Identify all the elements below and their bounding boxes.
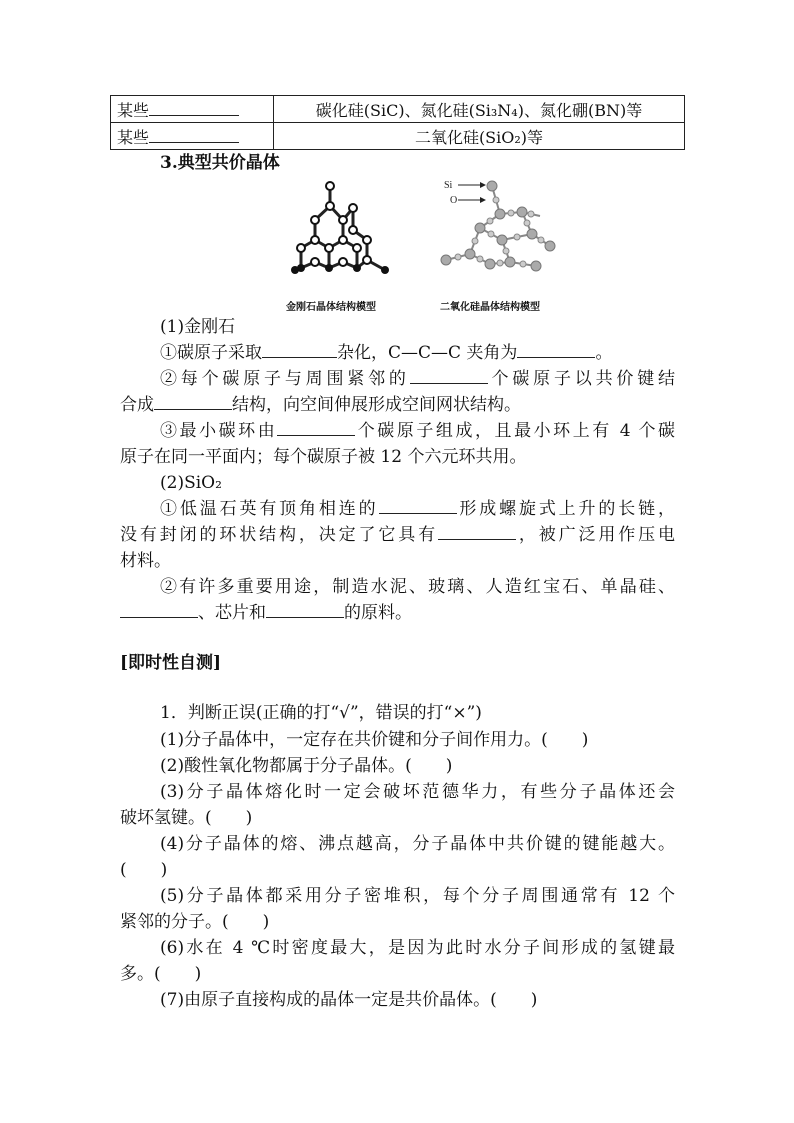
- cell-text: 某些: [117, 100, 150, 120]
- question-item: (1)分子晶体中，一定存在共价键和分子间作用力。( ): [160, 730, 589, 750]
- question-item: (2)酸性氧化物都属于分子晶体。( ): [160, 756, 453, 776]
- answer-blank[interactable]: [120, 617, 198, 618]
- paragraph-line: 、芯片和 的原料。: [120, 600, 412, 626]
- answer-blank[interactable]: [266, 617, 344, 618]
- question-item: (4)分子晶体的熔、沸点越高，分子晶体中共价键的键能越大。: [160, 834, 675, 854]
- cell-text: 某些: [117, 127, 150, 147]
- legend-o: O: [450, 195, 458, 206]
- paragraph-line: 材料。: [120, 551, 171, 571]
- answer-blank[interactable]: [410, 383, 488, 384]
- paragraph-line: ①低温石英有顶角相连的 形成螺旋式上升的长链，: [160, 499, 675, 519]
- paragraph-line: 合成 结构，向空间伸展形成空间网状结构。: [120, 395, 521, 415]
- question-stem: 1．判断正误(正确的打“√”，错误的打“×”): [160, 703, 482, 723]
- answer-blank[interactable]: [262, 357, 337, 358]
- answer-blank[interactable]: [149, 142, 239, 143]
- figure-caption: 金刚石晶体结构模型: [286, 302, 376, 313]
- paragraph-line: ①碳原子采取 杂化，C—C—C 夹角为 。: [160, 343, 613, 363]
- section-heading: [即时性自测]: [120, 653, 222, 673]
- legend-si: Si: [444, 180, 453, 191]
- question-item: (3)分子晶体熔化时一定会破坏范德华力，有些分子晶体还会: [160, 782, 675, 802]
- crystal-type-table: [110, 95, 685, 150]
- question-item: (5)分子晶体都采用分子密堆积，每个分子周围通常有 12 个: [160, 886, 675, 906]
- question-item: (6)水在 4 ℃时密度最大，是因为此时水分子间形成的氢键最: [160, 938, 675, 958]
- answer-blank[interactable]: [517, 357, 595, 358]
- paragraph-line: 原子在同一平面内；每个碳原子被 12 个六元环共用。: [120, 447, 527, 467]
- answer-blank[interactable]: [277, 435, 355, 436]
- answer-blank[interactable]: [379, 513, 457, 514]
- table-row: [111, 96, 685, 123]
- question-item: 紧邻的分子。( ): [120, 912, 270, 932]
- figure-caption: 二氧化硅晶体结构模型: [440, 302, 540, 313]
- table-cell: 二氧化硅(SiO₂)等: [274, 123, 685, 150]
- subsection-heading: (1)金刚石: [160, 317, 236, 337]
- section-title: 3.典型共价晶体: [160, 153, 280, 173]
- question-item: (7)由原子直接构成的晶体一定是共价晶体。( ): [160, 990, 538, 1010]
- paragraph-line: ③最小碳环由 个碳原子组成，且最小环上有 4 个碳: [160, 421, 676, 441]
- answer-blank[interactable]: [154, 409, 232, 410]
- question-item: ( ): [120, 860, 168, 880]
- sio2-structure-figure: [440, 176, 560, 286]
- paragraph-line: 没有封闭的环状结构，决定了它具有 ，被广泛用作压电: [120, 525, 675, 545]
- table-cell: 碳化硅(SiC)、氮化硅(Si₃N₄)、氮化硼(BN)等: [274, 96, 685, 123]
- subsection-heading: (2)SiO₂: [160, 473, 222, 493]
- table-cell: [111, 96, 274, 123]
- answer-blank[interactable]: [149, 115, 239, 116]
- question-item: 破坏氢键。( ): [120, 808, 253, 828]
- answer-blank[interactable]: [438, 539, 516, 540]
- paragraph-line: ②有许多重要用途，制造水泥、玻璃、人造红宝石、单晶硅、: [160, 577, 675, 597]
- table-cell: [111, 123, 274, 150]
- table-row: [111, 123, 685, 150]
- paragraph-line: ②每个碳原子与周围紧邻的 个碳原子以共价键结: [160, 369, 676, 389]
- question-item: 多。( ): [120, 964, 202, 984]
- diamond-structure-figure: [285, 178, 400, 283]
